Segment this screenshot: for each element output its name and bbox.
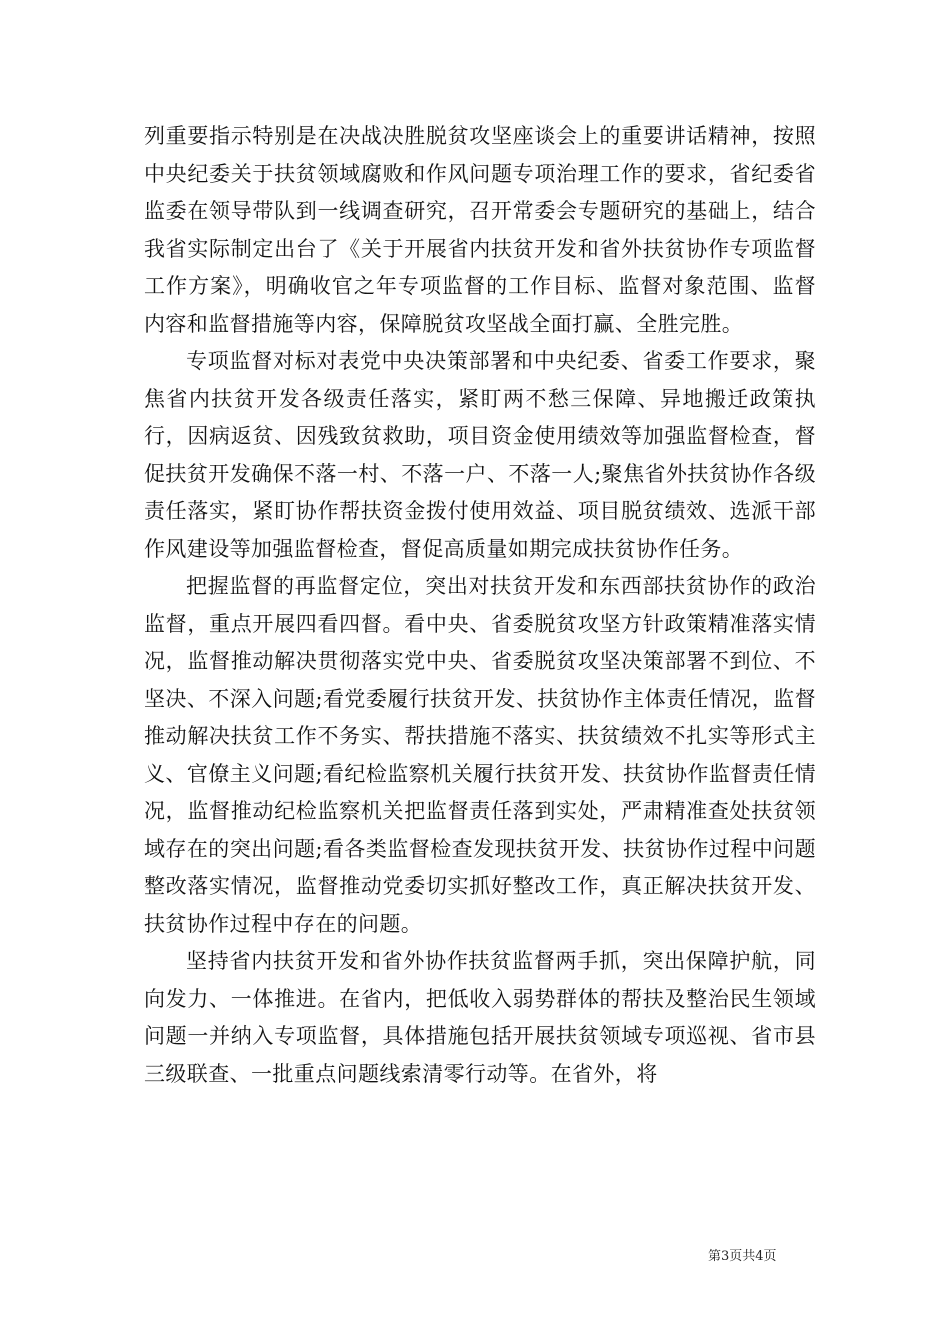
paragraph-1: 列重要指示特别是在决战决胜脱贫攻坚座谈会上的重要讲话精神，按照中央纪委关于扶贫领域腐败和作风问题专项治理工作的要求，省纪委省监委在领导带队到一线调查研究，召开常委会专题研究的基础上，结合我省实际制定出台了《关于开展省内扶贫开发和省外扶贫协作专项监督工作方案》，明确收官之年专项监督的工作目标、监督对象范围、监督内容和监督措施等内容，保障脱贫攻坚战全面打赢、全胜完胜。 — [144, 124, 816, 336]
page-number-footer: 第3页共4页 — [708, 1249, 777, 1264]
document-body — [144, 118, 816, 1093]
paragraph-2: 专项监督对标对表党中央决策部署和中央纪委、省委工作要求，聚焦省内扶贫开发各级责任落实，紧盯两不愁三保障、异地搬迁政策执行，因病返贫、因残致贫救助，项目资金使用绩效等加强监督检查，督促扶贫开发确保不落一村、不落一户、不落一人;聚焦省外扶贫协作各级责任落实，紧盯协作帮扶资金拨付使用效益、项目脱贫绩效、选派干部作风建设等加强监督检查，督促高质量如期完成扶贫协作任务。 — [144, 349, 816, 561]
paragraph-4: 坚持省内扶贫开发和省外协作扶贫监督两手抓，突出保障护航，同向发力、一体推进。在省内，把低收入弱势群体的帮扶及整治民生领域问题一并纳入专项监督，具体措施包括开展扶贫领域专项巡视、省市县三级联查、一批重点问题线索清零行动等。在省外，将 — [144, 949, 816, 1086]
paragraph-3: 把握监督的再监督定位，突出对扶贫开发和东西部扶贫协作的政治监督，重点开展四看四督。看中央、省委脱贫攻坚方针政策精准落实情况，监督推动解决贯彻落实党中央、省委脱贫攻坚决策部署不到位、不坚决、不深入问题;看党委履行扶贫开发、扶贫协作主体责任情况，监督推动解决扶贫工作不务实、帮扶措施不落实、扶贫绩效不扎实等形式主义、官僚主义问题;看纪检监察机关履行扶贫开发、扶贫协作监督责任情况，监督推动纪检监察机关把监督责任落到实处，严肃精准查处扶贫领域存在的突出问题;看各类监督检查发现扶贫开发、扶贫协作过程中问题整改落实情况，监督推动党委切实抓好整改工作，真正解决扶贫开发、扶贫协作过程中存在的问题。 — [144, 574, 816, 936]
